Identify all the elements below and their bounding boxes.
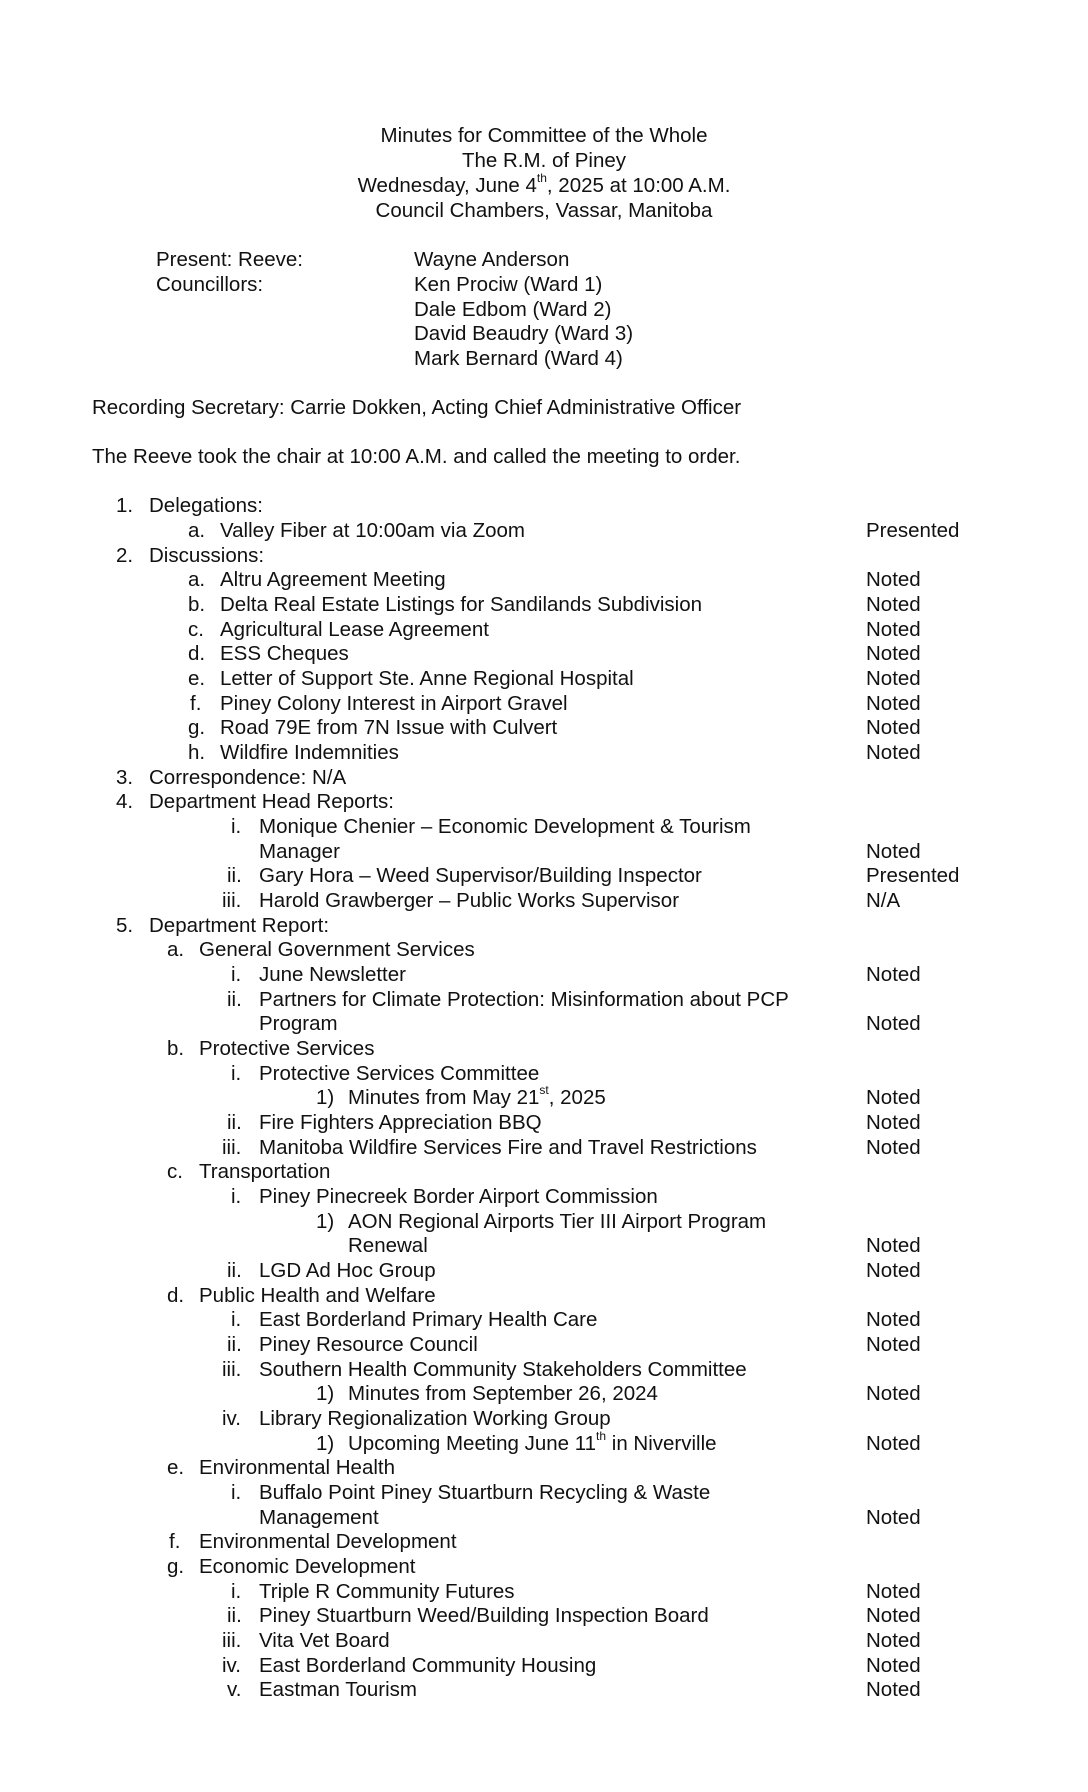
- item-marker: b.: [188, 593, 206, 616]
- item-marker: 1.: [116, 494, 134, 517]
- agenda-item: Letter of Support Ste. Anne Regional Hospital: [220, 667, 634, 690]
- section-heading: Department Head Reports:: [149, 790, 394, 813]
- municipality-name: The R.M. of Piney: [461, 149, 627, 172]
- agenda-item: Road 79E from 7N Issue with Culvert: [220, 716, 558, 739]
- agenda-item: LGD Ad Hoc Group: [259, 1259, 436, 1282]
- item-marker: g.: [167, 1555, 185, 1578]
- subsection-heading: Environmental Development: [199, 1530, 457, 1553]
- agenda-item-continuation: Renewal: [348, 1234, 428, 1257]
- agenda-item: Monique Chenier – Economic Development & Tourism: [259, 815, 751, 838]
- agenda-item: Piney Colony Interest in Airport Gravel: [220, 692, 568, 715]
- item-marker: e.: [167, 1456, 185, 1479]
- agenda-item: Manitoba Wildfire Services Fire and Travel Restrictions: [259, 1136, 757, 1159]
- item-status: Presented: [866, 519, 960, 542]
- item-marker: ii.: [227, 1259, 242, 1282]
- item-marker: v.: [227, 1678, 242, 1701]
- item-status: Noted: [866, 741, 921, 764]
- item-marker: a.: [167, 938, 185, 961]
- item-status: Noted: [866, 1308, 921, 1331]
- agenda-item: June Newsletter: [259, 963, 406, 986]
- item-status: Noted: [866, 1333, 921, 1356]
- agenda-item-continuation: Program: [259, 1012, 338, 1035]
- reeve-label: Present: Reeve:: [156, 248, 303, 271]
- agenda-item: Gary Hora – Weed Supervisor/Building Inspector: [259, 864, 702, 887]
- item-status: Noted: [866, 840, 921, 863]
- agenda-item: East Borderland Community Housing: [259, 1654, 597, 1677]
- agenda-item-prefix: Minutes from May 21: [348, 1086, 540, 1109]
- item-marker: 4.: [116, 790, 134, 813]
- item-marker: d.: [167, 1284, 185, 1307]
- agenda-item: Triple R Community Futures: [259, 1580, 515, 1603]
- item-marker: iii.: [222, 889, 242, 912]
- agenda-item-sup: th: [596, 1429, 607, 1444]
- doc-title: Minutes for Committee of the Whole: [380, 124, 708, 147]
- agenda-item: Fire Fighters Appreciation BBQ: [259, 1111, 542, 1134]
- item-marker: iii.: [222, 1629, 242, 1652]
- item-status: Noted: [866, 1506, 921, 1529]
- agenda-item: [348, 1085, 606, 1110]
- item-marker: i.: [231, 1481, 242, 1504]
- agenda-item: Partners for Climate Protection: Misinformation about PCP: [259, 988, 789, 1011]
- item-marker: 1): [316, 1210, 335, 1233]
- meeting-location: Council Chambers, Vassar, Manitoba: [375, 199, 713, 222]
- item-marker: 2.: [116, 544, 134, 567]
- item-marker: c.: [188, 618, 204, 641]
- reeve-name: Wayne Anderson: [414, 248, 570, 271]
- item-status: Noted: [866, 1678, 921, 1701]
- item-status: Noted: [866, 667, 921, 690]
- recording-secretary: Recording Secretary: Carrie Dokken, Acting Chief Administrative Officer: [92, 396, 742, 419]
- item-status: Noted: [866, 716, 921, 739]
- agenda-item: Protective Services Committee: [259, 1062, 540, 1085]
- item-status: Noted: [866, 568, 921, 591]
- item-marker: h.: [188, 741, 206, 764]
- item-status: Noted: [866, 1012, 921, 1035]
- item-marker: i.: [231, 1062, 242, 1085]
- subsection-heading: Public Health and Welfare: [199, 1284, 436, 1307]
- item-status: Noted: [866, 593, 921, 616]
- item-status: Noted: [866, 1629, 921, 1652]
- item-marker: iv.: [222, 1407, 241, 1430]
- item-status: Noted: [866, 1259, 921, 1282]
- councillor: Ken Prociw (Ward 1): [414, 273, 603, 296]
- opening-statement: The Reeve took the chair at 10:00 A.M. and called the meeting to order.: [92, 445, 741, 468]
- item-marker: 3.: [116, 766, 134, 789]
- item-status: Noted: [866, 963, 921, 986]
- item-marker: i.: [231, 815, 242, 838]
- item-marker: d.: [188, 642, 206, 665]
- agenda-item: Agricultural Lease Agreement: [220, 618, 489, 641]
- item-marker: i.: [231, 1308, 242, 1331]
- meeting-date-sup: th: [536, 171, 547, 186]
- agenda-item: Piney Stuartburn Weed/Building Inspection Board: [259, 1604, 709, 1627]
- item-marker: ii.: [227, 1111, 242, 1134]
- item-marker: 1): [316, 1086, 335, 1109]
- item-marker: 1): [316, 1432, 335, 1455]
- item-marker: ii.: [227, 1333, 242, 1356]
- item-status: Noted: [866, 1136, 921, 1159]
- councillor: Dale Edbom (Ward 2): [414, 298, 612, 321]
- meeting-date: [0, 173, 1088, 198]
- item-marker: b.: [167, 1037, 185, 1060]
- item-status: Noted: [866, 692, 921, 715]
- meeting-date-prefix: Wednesday, June 4: [357, 174, 537, 197]
- section-heading: Discussions:: [149, 544, 265, 567]
- agenda-item: East Borderland Primary Health Care: [259, 1308, 598, 1331]
- agenda-item: Piney Resource Council: [259, 1333, 478, 1356]
- section-heading: Correspondence: N/A: [149, 766, 347, 789]
- agenda-item: ESS Cheques: [220, 642, 349, 665]
- agenda-item-prefix: Upcoming Meeting June 11: [348, 1432, 597, 1455]
- item-marker: i.: [231, 963, 242, 986]
- item-marker: iii.: [222, 1358, 242, 1381]
- item-status: Noted: [866, 1654, 921, 1677]
- agenda-item: Piney Pinecreek Border Airport Commission: [259, 1185, 658, 1208]
- agenda-item: [348, 1431, 717, 1456]
- agenda-item: Valley Fiber at 10:00am via Zoom: [220, 519, 525, 542]
- agenda-item: Buffalo Point Piney Stuartburn Recycling & Waste: [259, 1481, 711, 1504]
- item-status: Noted: [866, 1234, 921, 1257]
- section-heading: Department Report:: [149, 914, 330, 937]
- item-status: Noted: [866, 1111, 921, 1134]
- agenda-item-continuation: Manager: [259, 840, 340, 863]
- item-marker: iii.: [222, 1136, 242, 1159]
- agenda-item-continuation: Management: [259, 1506, 379, 1529]
- agenda-item-suffix: in Niverville: [606, 1432, 717, 1455]
- subsection-heading: Environmental Health: [199, 1456, 395, 1479]
- item-status: Noted: [866, 1580, 921, 1603]
- item-marker: ii.: [227, 864, 242, 887]
- agenda-item: Harold Grawberger – Public Works Supervisor: [259, 889, 680, 912]
- item-marker: a.: [188, 568, 206, 591]
- item-marker: g.: [188, 716, 206, 739]
- agenda-item: Delta Real Estate Listings for Sandilands Subdivision: [220, 593, 703, 616]
- agenda-item-suffix: , 2025: [548, 1086, 606, 1109]
- item-status: Noted: [866, 1432, 921, 1455]
- item-marker: 5.: [116, 914, 134, 937]
- agenda-item: Library Regionalization Working Group: [259, 1407, 611, 1430]
- item-marker: f.: [190, 692, 202, 715]
- item-status: Noted: [866, 618, 921, 641]
- item-status: Presented: [866, 864, 960, 887]
- agenda-item-sup: st: [539, 1083, 549, 1098]
- agenda-item: Vita Vet Board: [259, 1629, 390, 1652]
- agenda-item: Eastman Tourism: [259, 1678, 417, 1701]
- item-status: Noted: [866, 1382, 921, 1405]
- agenda-item: Southern Health Community Stakeholders Committee: [259, 1358, 747, 1381]
- item-status: Noted: [866, 1604, 921, 1627]
- section-heading: Delegations:: [149, 494, 263, 517]
- item-marker: a.: [188, 519, 206, 542]
- item-marker: i.: [231, 1580, 242, 1603]
- item-marker: 1): [316, 1382, 335, 1405]
- councillor: Mark Bernard (Ward 4): [414, 347, 623, 370]
- councillor: David Beaudry (Ward 3): [414, 322, 634, 345]
- agenda-item: Altru Agreement Meeting: [220, 568, 446, 591]
- item-marker: ii.: [227, 988, 242, 1011]
- item-marker: i.: [231, 1185, 242, 1208]
- item-status: Noted: [866, 642, 921, 665]
- item-marker: iv.: [222, 1654, 241, 1677]
- item-status: N/A: [866, 889, 901, 912]
- agenda-item: Minutes from September 26, 2024: [348, 1382, 658, 1405]
- subsection-heading: General Government Services: [199, 938, 475, 961]
- meeting-date-suffix: , 2025 at 10:00 A.M.: [546, 174, 731, 197]
- item-marker: e.: [188, 667, 206, 690]
- item-marker: c.: [167, 1160, 183, 1183]
- agenda-item: AON Regional Airports Tier III Airport Program: [348, 1210, 767, 1233]
- item-status: Noted: [866, 1086, 921, 1109]
- item-marker: ii.: [227, 1604, 242, 1627]
- councillors-label: Councillors:: [156, 273, 264, 296]
- agenda-item: Wildfire Indemnities: [220, 741, 399, 764]
- subsection-heading: Transportation: [199, 1160, 331, 1183]
- subsection-heading: Economic Development: [199, 1555, 416, 1578]
- subsection-heading: Protective Services: [199, 1037, 375, 1060]
- item-marker: f.: [169, 1530, 181, 1553]
